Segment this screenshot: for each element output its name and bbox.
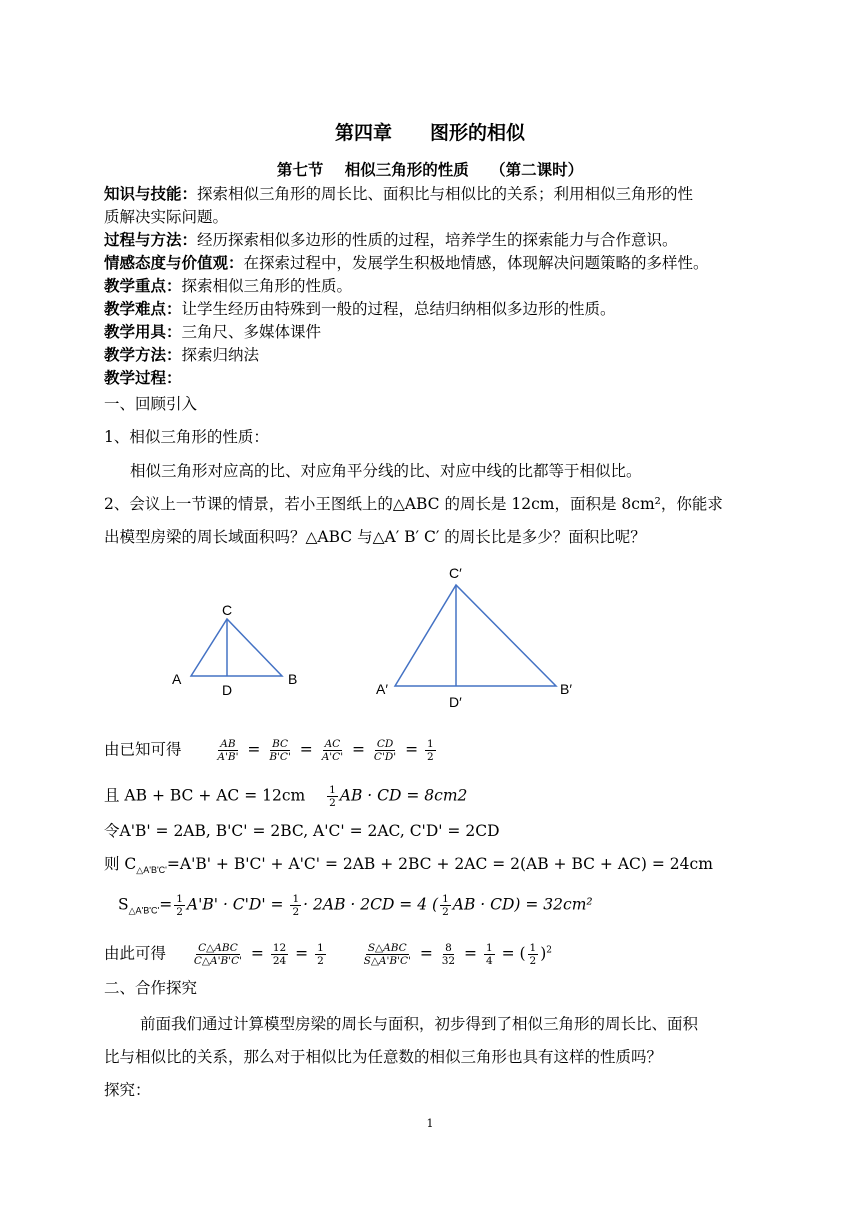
label-C: C — [222, 602, 233, 618]
teaching-process: 教学过程： — [104, 369, 182, 387]
teaching-difficulty: 教学难点：让学生经历由特殊到一般的过程，总结归纳相似多边形的性质。 — [104, 300, 616, 318]
item1: 1、相似三角形的性质： — [104, 428, 269, 446]
label-D: D — [222, 682, 233, 698]
goal-knowledge-cont: 质解决实际问题。 — [104, 208, 229, 226]
large-triangle-outline — [395, 585, 556, 686]
label-D-prime: D′ — [449, 694, 462, 710]
label-B: B — [288, 671, 298, 687]
small-triangle-outline — [191, 619, 282, 676]
teaching-tools: 教学用具：三角尺、多媒体课件 — [104, 323, 322, 341]
label-C-prime: C′ — [449, 565, 462, 581]
label-A: A — [172, 671, 182, 687]
math-line-1: 由已知可得 $\frac{AB}{A'B'}$ = $\frac{BC}{B'C'}$ = $\frac{AC}{A'C'}$ = $\frac{CD}{C'D'}$ = $\frac{1}{2}$ — [104, 738, 434, 764]
section-note: （第二课时） — [490, 161, 584, 179]
goal-process: 过程与方法：经历探索相似多边形的性质的过程，培养学生的探索能力与合作意识。 — [104, 231, 678, 249]
part2-line2: 比与相似比的关系，那么对于相似比为任意数的相似三角形也具有这样的性质吗？ — [104, 1048, 663, 1066]
math-line-4: 则 $C_{\triangle A'B'C'}=A'B' + B'C' + A'C' = 2AB + 2BC + 2AC = 2(AB$ + BC + AC) = 24cm — [104, 855, 713, 876]
part2-heading: 二、合作探究 — [104, 979, 198, 997]
math-line-5: $S_{\triangle A'B'C'}=$ $\frac{1}{2}$ A'B' · C'D' = $\frac{1}{2}$ · 2AB · 2CD = 4 ( $\frac{1}{2}$ AB · CD) = 32cm² — [118, 893, 593, 919]
section-name: 相似三角形的性质 — [344, 161, 469, 179]
half-frac: $\frac{1}{2}$ — [329, 784, 336, 810]
part1-heading: 一、回顾引入 — [104, 395, 198, 413]
label-A-prime: A′ — [376, 681, 388, 697]
section-number: 第七节 — [276, 161, 324, 179]
ratio-ab: $\frac{AB}{A'B'}$ — [217, 738, 239, 764]
goal-knowledge: 知识与技能：探索相似三角形的周长比、面积比与相似比的关系；利用相似三角形的性 — [104, 185, 694, 203]
item2-line2: 出模型房梁的周长域面积吗？△ABC 与△A′ B′ C′ 的周长比是多少？面积比呢？ — [104, 528, 646, 546]
teaching-method: 教学方法：探索归纳法 — [104, 346, 260, 364]
math-line-3: 令A'B' = 2AB, B'C' = 2BC, A'C' = 2AC, C'D' = 2CD — [104, 822, 500, 840]
ratio-cd: $\frac{CD}{C'D'}$ — [373, 738, 397, 764]
page-number: 1 — [426, 1117, 434, 1130]
ratio-ac: $\frac{AC}{A'C'}$ — [321, 738, 344, 764]
ratio-half: $\frac{1}{2}$ — [427, 738, 434, 764]
label-B-prime: B′ — [560, 681, 572, 697]
chapter-title: 第四章 图形的相似 — [334, 122, 525, 144]
item2-line1: 2、会议上一节课的情景，若小王图纸上的△ABC 的周长是 12cm，面积是 8cm²，你能求 — [104, 495, 723, 513]
part2-line1: 前面我们通过计算模型房梁的周长与面积，初步得到了相似三角形的周长比、面积 — [140, 1015, 699, 1033]
math-line-6: 由此可得 $\frac{\text{C△ABC}}{C\triangle A'B'C'}$ = $\frac{12}{24}$ = $\frac{1}{2}$ $\frac{\text{S△ABC}}{S\triangle A'B'C'}$ = $\frac{8}{32}$ = $\frac{1}{4}$ = ( $\frac{1}{2}$ )$^2$ — [104, 942, 553, 968]
teaching-focus: 教学重点：探索相似三角形的性质。 — [104, 277, 353, 295]
ratio-bc: $\frac{BC}{B'C'}$ — [269, 738, 291, 764]
small-triangle — [191, 619, 282, 676]
large-triangle — [395, 585, 556, 686]
explore-heading: 探究： — [104, 1081, 151, 1099]
item1-body: 相似三角形对应高的比、对应角平分线的比、对应中线的比都等于相似比。 — [130, 462, 642, 480]
math-line-2: 且 AB + BC + AC = 12cm $\frac{1}{2}$ AB · CD = 8cm2 — [104, 784, 468, 810]
goal-emotion: 情感态度与价值观：在探索过程中，发展学生积极地情感，体现解决问题策略的多样性。 — [104, 254, 709, 272]
